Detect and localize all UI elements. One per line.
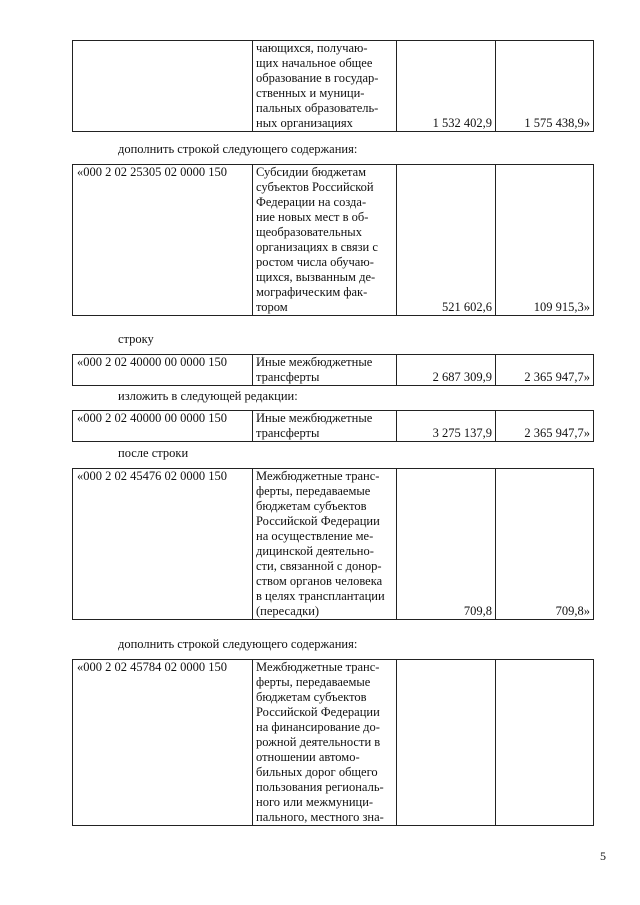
description-line: ние новых мест в об- <box>256 210 369 224</box>
description-line: дицинской деятельно- <box>256 544 374 558</box>
instruction-text: после строки <box>118 446 189 460</box>
description-line: ростом числа обучаю- <box>256 255 374 269</box>
budget-table-block <box>72 659 594 826</box>
description-line: Межбюджетные транс- <box>256 469 380 483</box>
budget-table-block <box>72 410 594 442</box>
amount-year-2: 709,8» <box>496 469 594 620</box>
description-line: ных организациях <box>256 116 353 130</box>
description-line: (пересадки) <box>256 604 320 618</box>
description-line: ственных и муници- <box>256 86 365 100</box>
amount-year-2: 109 915,3» <box>496 165 594 316</box>
budget-description <box>253 165 397 316</box>
description-line: бильных дорог общего <box>256 765 378 779</box>
budget-code: «000 2 02 40000 00 0000 150 <box>73 411 253 442</box>
table-row <box>73 355 594 386</box>
amount-year-1: 3 275 137,9 <box>397 411 496 442</box>
budget-code <box>73 41 253 132</box>
budget-code: «000 2 02 45476 02 0000 150 <box>73 469 253 620</box>
description-line: на финансирование до- <box>256 720 380 734</box>
instruction-text: дополнить строкой следующего содержания: <box>118 637 358 651</box>
description-line: Российской Федерации <box>256 514 380 528</box>
budget-table-block <box>72 164 594 316</box>
table-row <box>73 411 594 442</box>
budget-description <box>253 660 397 826</box>
description-line: Субсидии бюджетам <box>256 165 367 179</box>
description-line: субъектов Российской <box>256 180 374 194</box>
amount-year-2: 2 365 947,7» <box>496 355 594 386</box>
amount-year-1: 709,8 <box>397 469 496 620</box>
amount-year-1: 1 532 402,9 <box>397 41 496 132</box>
description-line: сти, связанной с донор- <box>256 559 382 573</box>
description-line: бюджетам субъектов <box>256 499 367 513</box>
description-line: пального, местного зна- <box>256 810 384 824</box>
table-row <box>73 469 594 620</box>
description-line: бюджетам субъектов <box>256 690 367 704</box>
description-line: Федерации на созда- <box>256 195 367 209</box>
description-line: трансферты <box>256 426 320 440</box>
instruction-text: дополнить строкой следующего содержания: <box>118 142 358 156</box>
instruction-text: строку <box>118 332 154 346</box>
table-row <box>73 41 594 132</box>
description-line: пользования региональ- <box>256 780 384 794</box>
budget-description <box>253 411 397 442</box>
budget-description <box>253 41 397 132</box>
description-line: рожной деятельности в <box>256 735 381 749</box>
description-line: организациях в связи с <box>256 240 378 254</box>
budget-table-block <box>72 40 594 132</box>
description-line: пальных образователь- <box>256 101 379 115</box>
amount-year-2: 2 365 947,7» <box>496 411 594 442</box>
budget-code: «000 2 02 25305 02 0000 150 <box>73 165 253 316</box>
description-line: в целях трансплантации <box>256 589 385 603</box>
table-row <box>73 660 594 826</box>
budget-table-block <box>72 354 594 386</box>
description-line: ферты, передаваемые <box>256 675 371 689</box>
description-line: Российской Федерации <box>256 705 380 719</box>
amount-year-1: 2 687 309,9 <box>397 355 496 386</box>
amount-year-1 <box>397 660 496 826</box>
description-line: ферты, передаваемые <box>256 484 371 498</box>
description-line: чающихся, получаю- <box>256 41 368 55</box>
amount-year-2 <box>496 660 594 826</box>
budget-table-block <box>72 468 594 620</box>
budget-code: «000 2 02 40000 00 0000 150 <box>73 355 253 386</box>
description-line: Иные межбюджетные <box>256 411 373 425</box>
description-line: ного или межмуници- <box>256 795 374 809</box>
description-line: на осуществление ме- <box>256 529 374 543</box>
budget-description <box>253 355 397 386</box>
budget-code: «000 2 02 45784 02 0000 150 <box>73 660 253 826</box>
description-line: щих начальное общее <box>256 56 373 70</box>
description-line: отношении автомо- <box>256 750 360 764</box>
description-line: тором <box>256 300 288 314</box>
amount-year-1: 521 602,6 <box>397 165 496 316</box>
budget-description <box>253 469 397 620</box>
description-line: образование в государ- <box>256 71 379 85</box>
description-line: щихся, вызванным де- <box>256 270 376 284</box>
description-line: щеобразовательных <box>256 225 362 239</box>
description-line: трансферты <box>256 370 320 384</box>
page-number: 5 <box>600 849 606 863</box>
instruction-text: изложить в следующей редакции: <box>118 389 298 403</box>
amount-year-2: 1 575 438,9» <box>496 41 594 132</box>
description-line: мографическим фак- <box>256 285 368 299</box>
description-line: Иные межбюджетные <box>256 355 373 369</box>
description-line: Межбюджетные транс- <box>256 660 380 674</box>
description-line: ством органов человека <box>256 574 383 588</box>
table-row <box>73 165 594 316</box>
